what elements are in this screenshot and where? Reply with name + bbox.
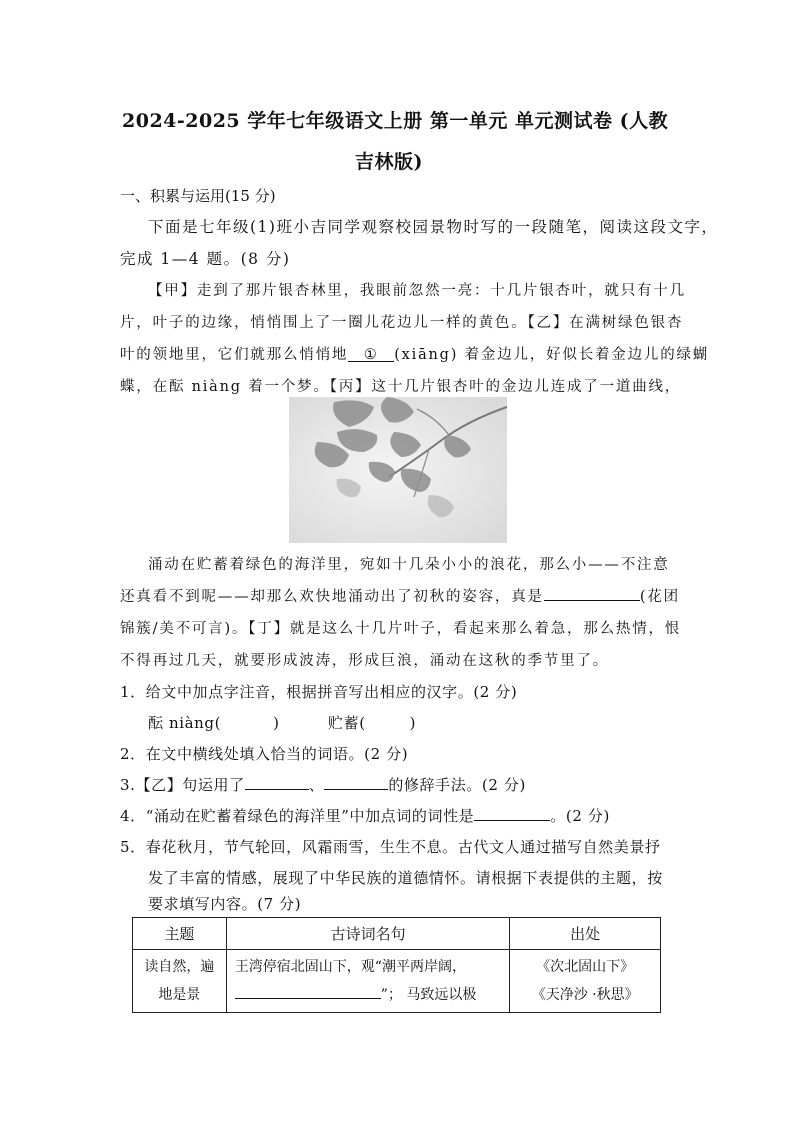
page-title-line1: 2024-2025 学年七年级语文上册 第一单元 单元测试卷 (人教 [122, 110, 669, 132]
answer-4-blank[interactable] [474, 806, 550, 821]
intro-line-2: 完成 1—4 题。(8 分) [120, 250, 291, 268]
poem-answer-blank[interactable] [235, 984, 381, 999]
cell-source [510, 950, 661, 1013]
theme-line-1: 读自然，遍 [144, 959, 215, 975]
passage-line-6 [120, 585, 680, 606]
ginkgo-illustration [289, 397, 507, 543]
passage-line-4: 蝶，在酝 niàng 着一个梦。【丙】这十几片银杏叶的金边儿连成了一道曲线， [120, 379, 682, 395]
table-row [133, 950, 661, 1013]
poem-line-2-tail: ”； 马致远以极 [380, 987, 477, 1003]
question-3-sep: 、 [308, 776, 325, 794]
passage-line-7: 锦簇/美不可言)。【丁】就是这么十几片叶子，看起来那么着急，那么热情，恨 [120, 621, 682, 637]
question-5-line-1: 5．春花秋月，节气轮回，风霜雨雪，生生不息。古代文人通过描写自然美景抒 [120, 838, 661, 856]
blank-1-marker: ① [363, 347, 379, 363]
poem-line-2 [235, 981, 510, 1009]
page-title-line2: 吉林版) [355, 151, 423, 173]
theme-line-2: 地是景 [158, 987, 201, 1003]
question-5-line-3: 要求填写内容。(7 分) [148, 895, 302, 913]
question-1-answer-a [148, 712, 280, 733]
cell-theme [133, 950, 227, 1013]
passage-line-6-start: 还真看不到呢——却那么欢快地涌动出了初秋的姿容，真是 [120, 589, 544, 605]
intro-line-1: 下面是七年级(1)班小吉同学观察校园景物时写的一段随笔，阅读这段文字， [148, 218, 719, 236]
passage-line-8: 不得再过几天，就要形成波涛，形成巨浪，涌动在这秋的季节里了。 [120, 653, 609, 669]
question-5-line-2: 发了丰富的情感，展现了中华民族的道德情怀。请根据下表提供的主题，按 [148, 869, 663, 887]
question-3-start: 3.【乙】句运用了 [120, 776, 245, 794]
header-poem: 古诗词名句 [226, 918, 510, 950]
blank-1[interactable] [348, 347, 394, 362]
header-source: 出处 [510, 918, 661, 950]
source-line-2: 《天净沙 ·秋思》 [531, 987, 639, 1003]
question-1b-close: ) [409, 714, 417, 732]
passage-line-1: 【甲】走到了那片银杏林里，我眼前忽然一亮：十几片银杏叶，就只有十几 [148, 283, 686, 299]
question-4-end: 。(2 分) [550, 807, 610, 825]
cell-poem [226, 950, 510, 1013]
table-header-row [133, 918, 661, 950]
question-4 [120, 805, 610, 826]
question-1-answer-b [328, 712, 416, 733]
passage-line-3-end: (xiāng) 着金边儿，好似长着金边儿的绿蝴 [394, 347, 710, 363]
passage-line-2: 片，叶子的边缘，悄悄围上了一圈儿花边儿一样的黄色。【乙】在满树绿色银杏 [120, 315, 684, 331]
header-theme: 主题 [133, 918, 227, 950]
section-heading: 一、积累与运用(15 分) [120, 187, 276, 205]
ginkgo-leaves-image [289, 397, 507, 543]
question-3-end: 的修辞手法。(2 分) [388, 776, 526, 794]
question-2: 2．在文中横线处填入恰当的词语。(2 分) [120, 745, 409, 763]
question-1a-close: ) [273, 714, 280, 732]
question-1: 1．给文中加点字注音，根据拼音写出相应的汉字。(2 分) [120, 683, 518, 701]
question-3 [120, 774, 526, 795]
question-1a-label: 酝 niàng( [148, 714, 222, 732]
poetry-table [132, 917, 661, 1013]
answer-3a-blank[interactable] [245, 775, 309, 790]
blank-2[interactable] [544, 586, 640, 601]
passage-line-3 [120, 343, 709, 364]
question-4-start: 4．“涌动在贮蓄着绿色的海洋里”中加点词的词性是 [120, 807, 475, 825]
answer-3b-blank[interactable] [324, 775, 388, 790]
poem-line-1: 王湾停宿北固山下，观“潮平两岸阔， [234, 959, 466, 975]
source-line-1: 《次北固山下》 [536, 959, 635, 975]
passage-line-5: 涌动在贮蓄着绿色的海洋里，宛如十几朵小小的浪花，那么小——不注意 [148, 557, 670, 573]
passage-line-6-end: (花团 [639, 589, 680, 605]
question-1b-label: 贮蓄( [328, 714, 366, 732]
passage-line-3-start: 叶的领地里，它们就那么悄悄地 [120, 347, 349, 363]
